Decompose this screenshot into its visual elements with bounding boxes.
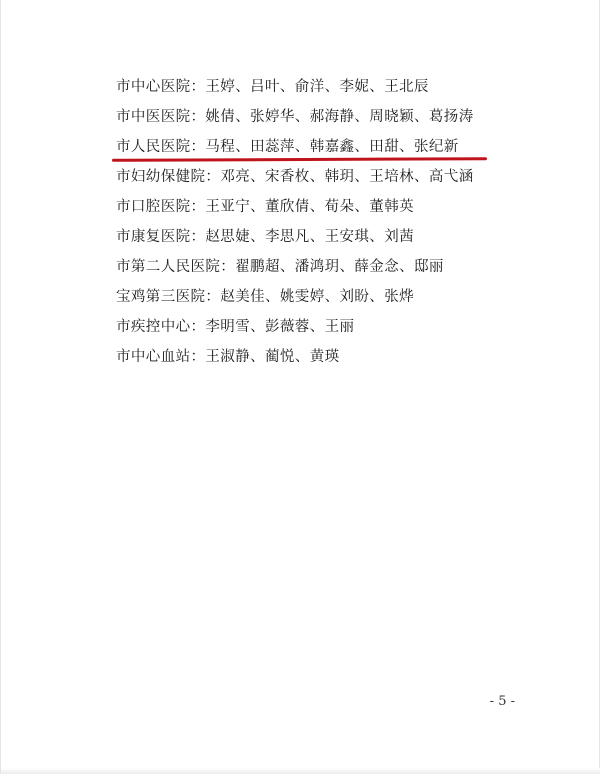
org-name: 市第二人民医院： [116,259,236,275]
staff-names: 王亚宁、董欣倩、荀朵、董韩英 [205,199,415,215]
roster-row-rehab-hospital [116,222,586,252]
org-name: 市中心医院： [116,79,206,95]
staff-names: 邓亮、宋香枚、韩玥、王培林、高弋涵 [220,169,474,185]
org-name: 市中医医院： [116,109,206,125]
org-name: 市疾控中心： [116,319,206,335]
staff-names: 翟鹏超、潘鸿玥、薛金念、邸丽 [235,259,444,275]
roster-row-dental-hospital [116,192,586,222]
staff-names: 马程、田蕊萍、韩嘉鑫、田甜、张纪新 [205,139,459,155]
page-bottom-edge [1,768,600,774]
staff-names: 赵美佳、姚雯婷、刘盼、张烨 [220,289,415,305]
roster-row-baoji-third-hospital [116,282,586,312]
roster-row-city-central-hospital [116,72,586,102]
org-name: 市妇幼保健院： [116,169,221,185]
org-name: 市中心血站： [116,349,206,365]
roster-list [116,72,586,372]
staff-names: 李明雪、彭薇蓉、王丽 [205,319,355,335]
org-name: 市口腔医院： [116,199,206,215]
roster-row-cdc [116,312,586,342]
staff-names: 赵思婕、李思凡、王安琪、刘茜 [205,229,415,245]
staff-names: 姚倩、张婷华、郝海静、周晓颖、葛扬涛 [205,109,474,125]
org-name: 市人民医院： [116,139,206,155]
roster-row-maternal-child-hospital [116,162,586,192]
page-number: - 5 - [489,694,515,709]
org-name: 市康复医院： [116,229,206,245]
staff-names: 王婷、吕叶、俞洋、李妮、王北辰 [205,79,429,95]
roster-row-tcm-hospital [116,102,586,132]
org-name: 宝鸡第三医院： [116,289,221,305]
staff-names: 王淑静、蔺悦、黄瑛 [205,349,340,365]
roster-row-second-peoples-hospital [116,252,586,282]
roster-row-blood-station [116,342,586,372]
